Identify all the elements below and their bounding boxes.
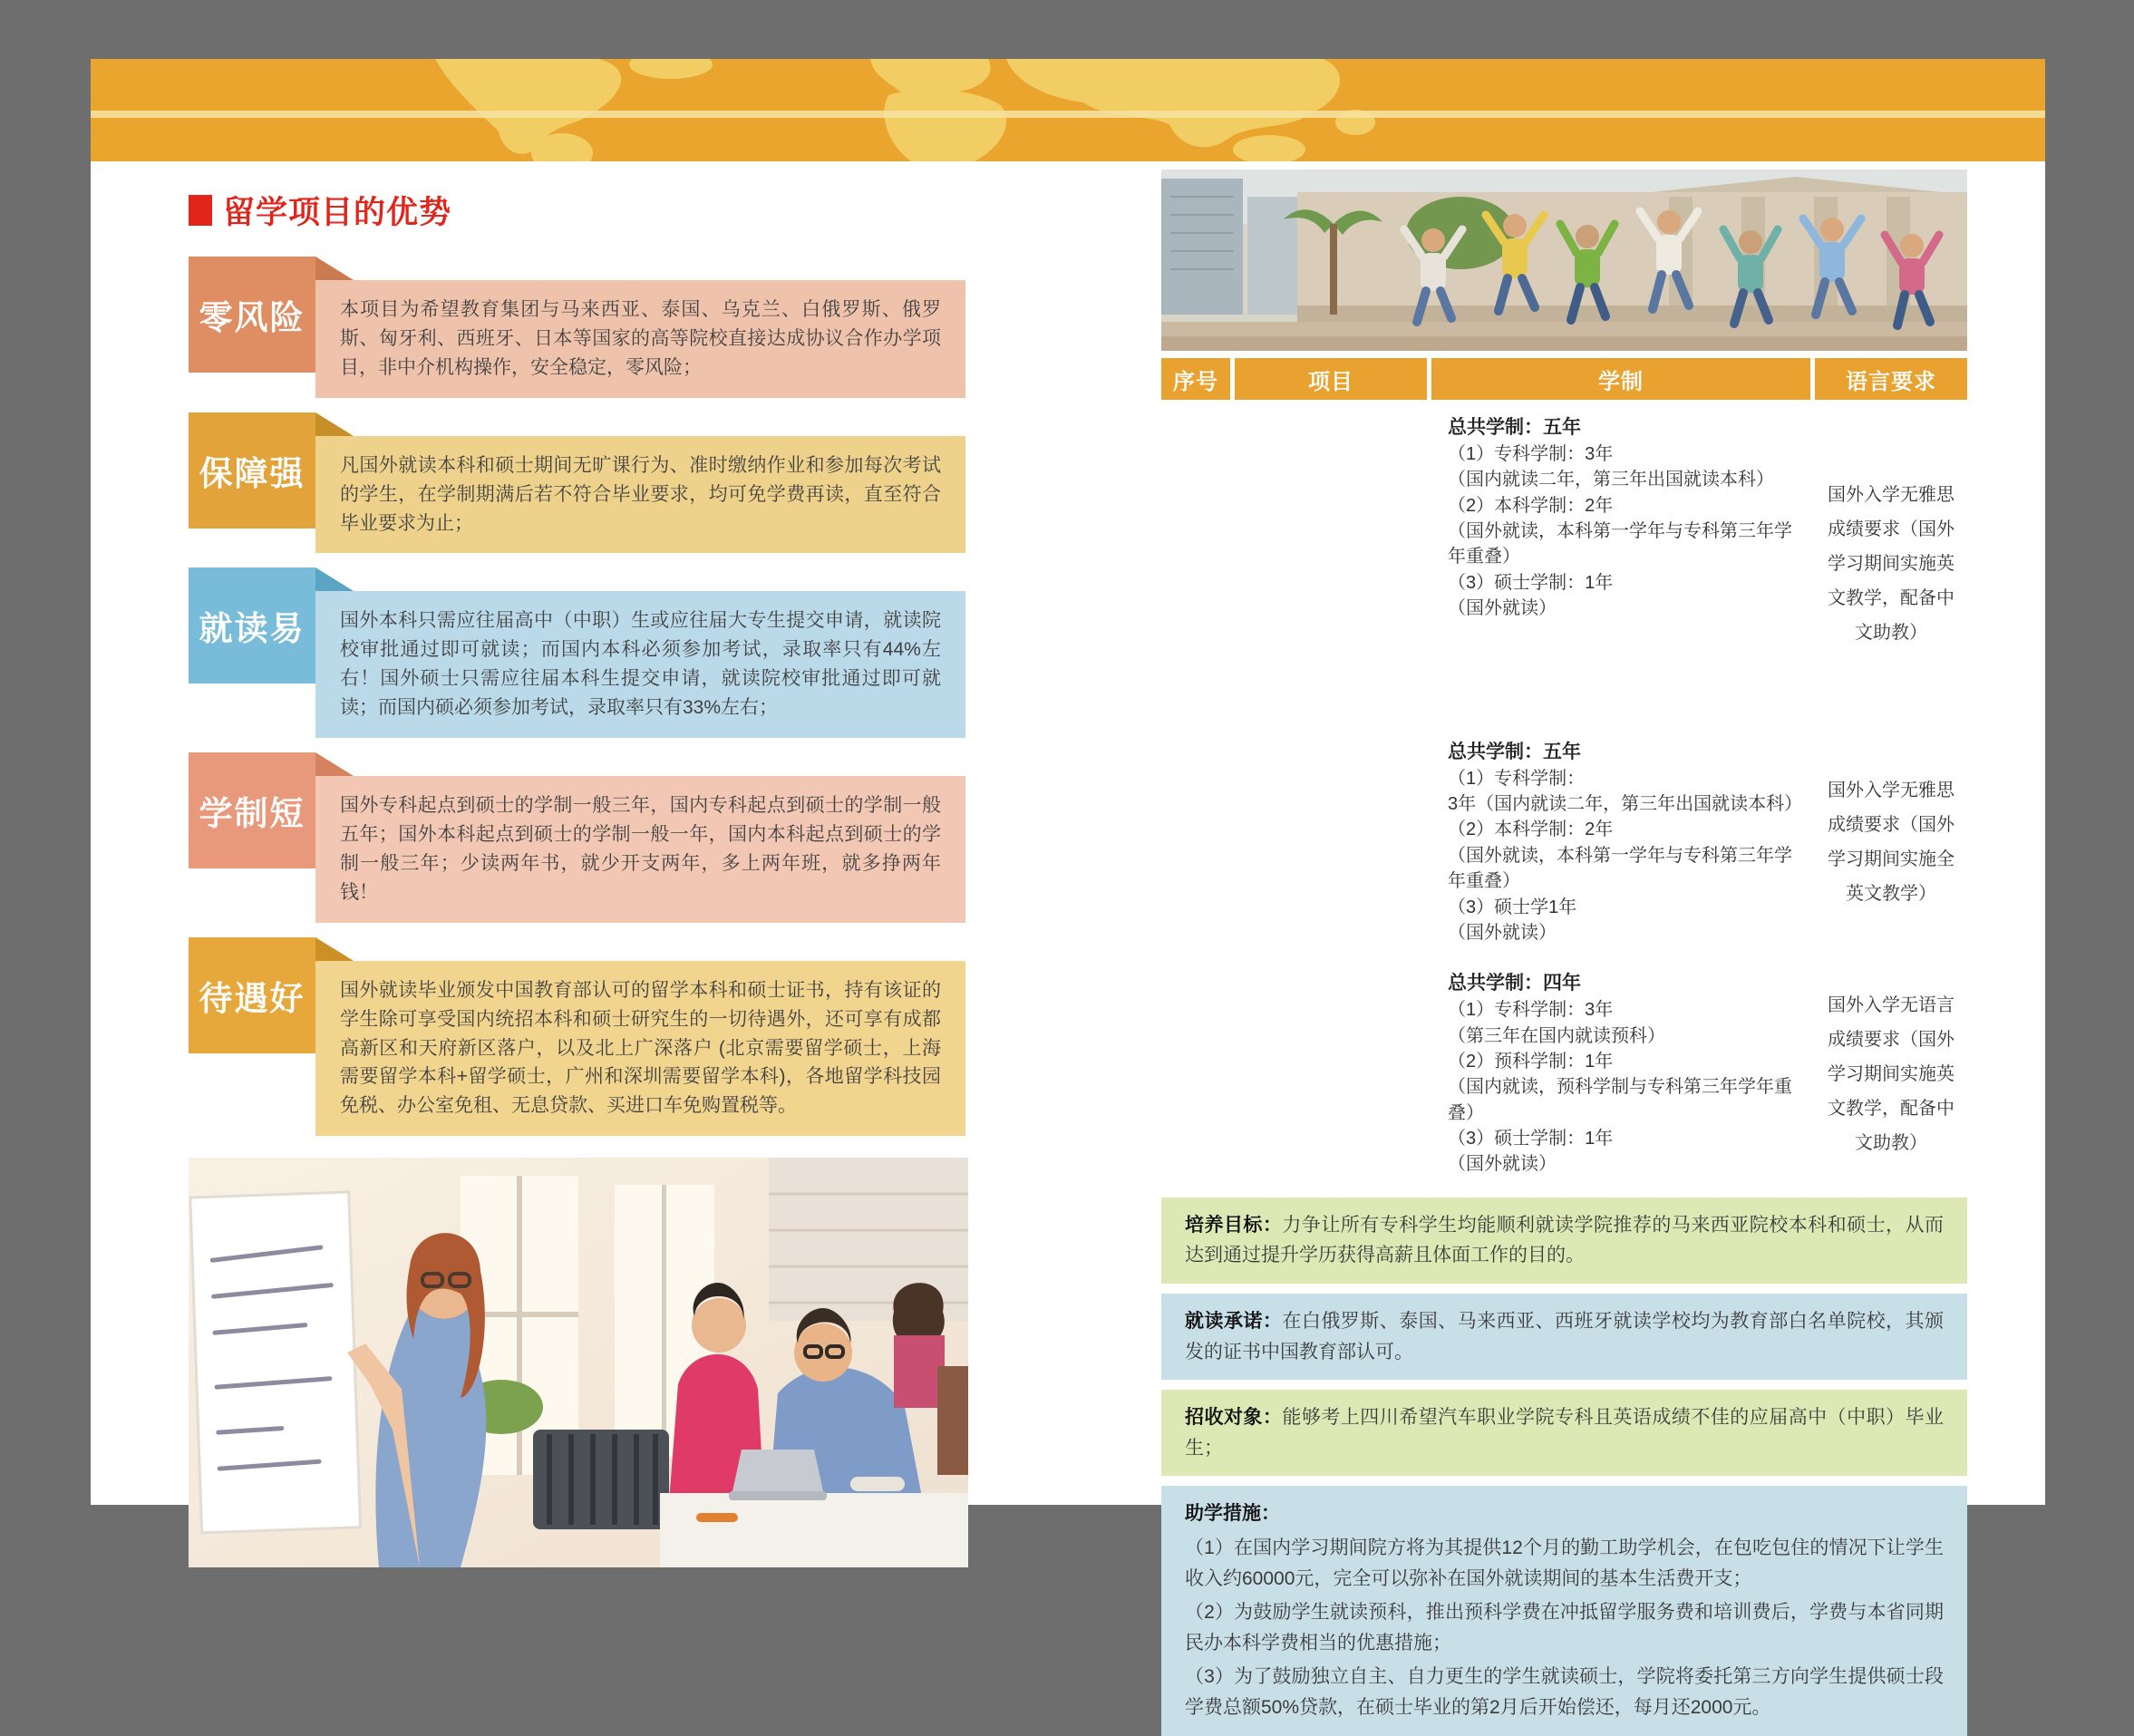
table-row-duration bbox=[1431, 960, 1810, 1188]
table-header-language: 语言要求 bbox=[1815, 358, 1967, 400]
duration-line: （国外就读，本科第一学年与专科第三年学年重叠） bbox=[1448, 520, 1792, 567]
table-row-language: 国外入学无雅思成绩要求（国外学习期间实施全英文教学） bbox=[1828, 781, 1955, 905]
table-row-project bbox=[1235, 729, 1427, 956]
table-row-language: 国外入学无雅思成绩要求（国外学习期间实施英文教学，配备中文助教） bbox=[1828, 485, 1955, 644]
brochure-page bbox=[91, 59, 2045, 1718]
duration-line: （1）专科学制：3年 bbox=[1448, 443, 1614, 464]
project-line: 西班牙项目 bbox=[1276, 1061, 1385, 1086]
advantage-row bbox=[189, 412, 968, 554]
section-text: 能够考上四川希望汽车职业学院专科且英语成绩不佳的应届高中（中职）毕业生； bbox=[1185, 1407, 1945, 1459]
duration-line: （国外就读，本科第一学年与专科第三年学年重叠） bbox=[1448, 845, 1792, 892]
fold-corner-icon bbox=[315, 567, 354, 591]
project-line: 泰国）项目（2+2+1） bbox=[1276, 631, 1385, 709]
project-line: 高中起点专本硕连读 bbox=[1244, 418, 1418, 496]
duration-line: （3）硕士学制：1年 bbox=[1448, 1129, 1614, 1149]
header-stripe bbox=[91, 111, 2045, 118]
advantage-label: 学制短 bbox=[189, 752, 315, 868]
section-title-row bbox=[189, 188, 968, 233]
advantage-row bbox=[189, 752, 968, 923]
aid-items bbox=[1185, 1533, 1944, 1723]
table-row-no: 2 bbox=[1188, 828, 1203, 856]
table-row-no: 1 bbox=[1188, 549, 1203, 577]
advantage-text: 国外专科起点到硕士的学制一般三年，国内专科起点到硕士的学制一般五年；国外本科起点到硕士的学制一般一年，国内本科起点到硕士的学制一般三年；少读两年书，就少开支两年，多上两年班，就多挣两年钱！ bbox=[315, 776, 965, 923]
title-bullet-square bbox=[189, 195, 212, 226]
office-meeting-photo bbox=[189, 1158, 968, 1567]
duration-line: （2）本科学制：2年 bbox=[1448, 495, 1614, 516]
programs-table bbox=[1161, 358, 1967, 1188]
table-header-project: 项目 bbox=[1235, 358, 1427, 400]
fold-corner-icon bbox=[315, 257, 354, 280]
table-row-language: 国外入学无语言成绩要求（国外学习期间实施英文教学，配备中文助教） bbox=[1828, 994, 1955, 1153]
project-line: （2+1+1） bbox=[1277, 1114, 1384, 1139]
fold-corner-icon bbox=[315, 937, 354, 961]
duration-line: （3）硕士学1年 bbox=[1448, 897, 1577, 917]
fold-corner-icon bbox=[315, 752, 354, 776]
duration-line: （1）专科学制：3年 bbox=[1448, 1000, 1614, 1021]
header-band bbox=[91, 59, 2045, 161]
aid-item: （3）为了鼓励独立自主、自力更生的学生就读硕士，学院将委托第三方向学生提供硕士段学费总额50%贷款，在硕士毕业的第2月后开始偿还，每月还2000元。 bbox=[1185, 1666, 1944, 1718]
duration-line: （国外就读） bbox=[1448, 1154, 1557, 1175]
table-header-no: 序号 bbox=[1161, 358, 1230, 400]
duration-line: （国外就读） bbox=[1448, 922, 1557, 943]
students-jumping-photo bbox=[1161, 170, 1967, 351]
aid-item: （2）为鼓励学生就读预科，推出预科学费在冲抵留学服务费和培训费后，学费与本省同期民办本科学费相当的优惠措施； bbox=[1185, 1602, 1944, 1654]
duration-title: 总共学制：五年 bbox=[1448, 417, 1581, 438]
right-column bbox=[1161, 170, 1967, 1736]
table-row-duration bbox=[1431, 729, 1810, 956]
table-row-duration bbox=[1431, 404, 1810, 724]
duration-title: 总共学制：四年 bbox=[1448, 973, 1581, 994]
section-label: 就读承诺： bbox=[1185, 1311, 1283, 1333]
duration-line: （国内就读二年，第三年出国就读本科） bbox=[1448, 470, 1774, 490]
section-label: 培养目标： bbox=[1185, 1214, 1283, 1236]
aid-item: （1）在国内学习期间院方将为其提供12个月的勤工助学机会，在包吃包住的情况下让学生收入约60000元，完全可以弥补在国外就读期间的基本生活费开支； bbox=[1185, 1537, 1944, 1589]
duration-title: 总共学制：五年 bbox=[1448, 741, 1581, 762]
duration-line: （第三年在国内就读预科） bbox=[1448, 1025, 1665, 1046]
section-study-promise bbox=[1161, 1294, 1967, 1380]
advantage-row bbox=[189, 567, 968, 738]
advantage-row bbox=[189, 937, 968, 1137]
advantage-text: 国外本科只需应往届高中（中职）生或应往届大专生提交申请，就读院校审批通过即可就读；而国内本科必须参加考试，录取率只有44%左右！国外硕士只需应往届本科生提交申请，就读院校审批通过即可就读；而国内硕必须参加考试，录取率只有33%左右； bbox=[315, 591, 965, 738]
section-admission-target bbox=[1161, 1390, 1967, 1476]
table-row-project bbox=[1235, 404, 1427, 724]
advantage-label: 待遇好 bbox=[189, 937, 315, 1053]
table-row-project bbox=[1235, 960, 1427, 1188]
section-text: 在白俄罗斯、泰国、马来西亚、西班牙就读学校均为教育部白名单院校，其颁发的证书中国教育部认可。 bbox=[1185, 1311, 1945, 1363]
advantage-text: 本项目为希望教育集团与马来西亚、泰国、乌克兰、白俄罗斯、俄罗斯、匈牙利、西班牙、日本等国家的高等院校直接达成协议合作办学项目，非中介机构操作，安全稳定，零风险； bbox=[315, 280, 965, 398]
advantage-label: 保障强 bbox=[189, 412, 315, 529]
duration-line: （3）硕士学制：1年 bbox=[1448, 572, 1614, 593]
advantage-label: 零风险 bbox=[189, 257, 315, 373]
advantage-text: 国外就读毕业颁发中国教育部认可的留学本科和硕士证书，持有该证的学生除可享受国内统招本科和硕士研究生的一切待遇外，还可享有成都高新区和天府新区落户，以及北上广深落户 (北京需要留学硕士，上海需要留学本科+留学硕士，广州和深圳需要留学本科)，各地留学科技园免税、办公室免租、无息贷款、买进口车免购置税等。 bbox=[315, 961, 965, 1137]
duration-line: （国外就读） bbox=[1448, 598, 1557, 619]
project-line: 匈牙利（白俄罗斯、 bbox=[1255, 524, 1407, 603]
project-line: 高中起点专本硕连读 bbox=[1244, 749, 1418, 828]
duration-line: 3年（国内就读二年，第三年出国就读本科） bbox=[1448, 793, 1803, 814]
table-row-no: 3 bbox=[1188, 1060, 1203, 1088]
project-line: （2+2+1） bbox=[1277, 908, 1384, 934]
project-line: 马来西亚项目 bbox=[1266, 856, 1396, 881]
advantage-text: 凡国外就读本科和硕士期间无旷课行为、准时缴纳作业和参加每次考试的学生，在学制期满后若不符合毕业要求，均可免学费再读，直至符合毕业要求为止； bbox=[315, 436, 965, 554]
advantage-row bbox=[189, 257, 968, 398]
page-title: 留学项目的优势 bbox=[223, 195, 452, 230]
left-column bbox=[189, 188, 968, 1567]
section-text: 力争让所有专科学生均能顺利就读学院推荐的马来西亚院校本科和硕士，从而达到通过提升学历获得高薪且体面工作的目的。 bbox=[1185, 1214, 1945, 1266]
section-label: 助学措施： bbox=[1185, 1503, 1280, 1525]
table-header-duration: 学制 bbox=[1431, 358, 1810, 400]
info-sections bbox=[1161, 1198, 1967, 1736]
section-aid-measures bbox=[1161, 1486, 1967, 1735]
section-training-goal bbox=[1161, 1198, 1967, 1284]
section-label: 招收对象： bbox=[1185, 1407, 1283, 1429]
advantage-label: 就读易 bbox=[189, 567, 315, 684]
fold-corner-icon bbox=[315, 412, 354, 436]
duration-line: （1）专科学制： bbox=[1448, 768, 1586, 789]
duration-line: （2）预科学制：1年 bbox=[1448, 1051, 1614, 1072]
project-line: 高中起点专硕连读 bbox=[1244, 1007, 1418, 1033]
duration-line: （国内就读，预科学制与专科第三年学年重叠） bbox=[1448, 1077, 1792, 1123]
duration-line: （2）本科学制：2年 bbox=[1448, 820, 1614, 840]
